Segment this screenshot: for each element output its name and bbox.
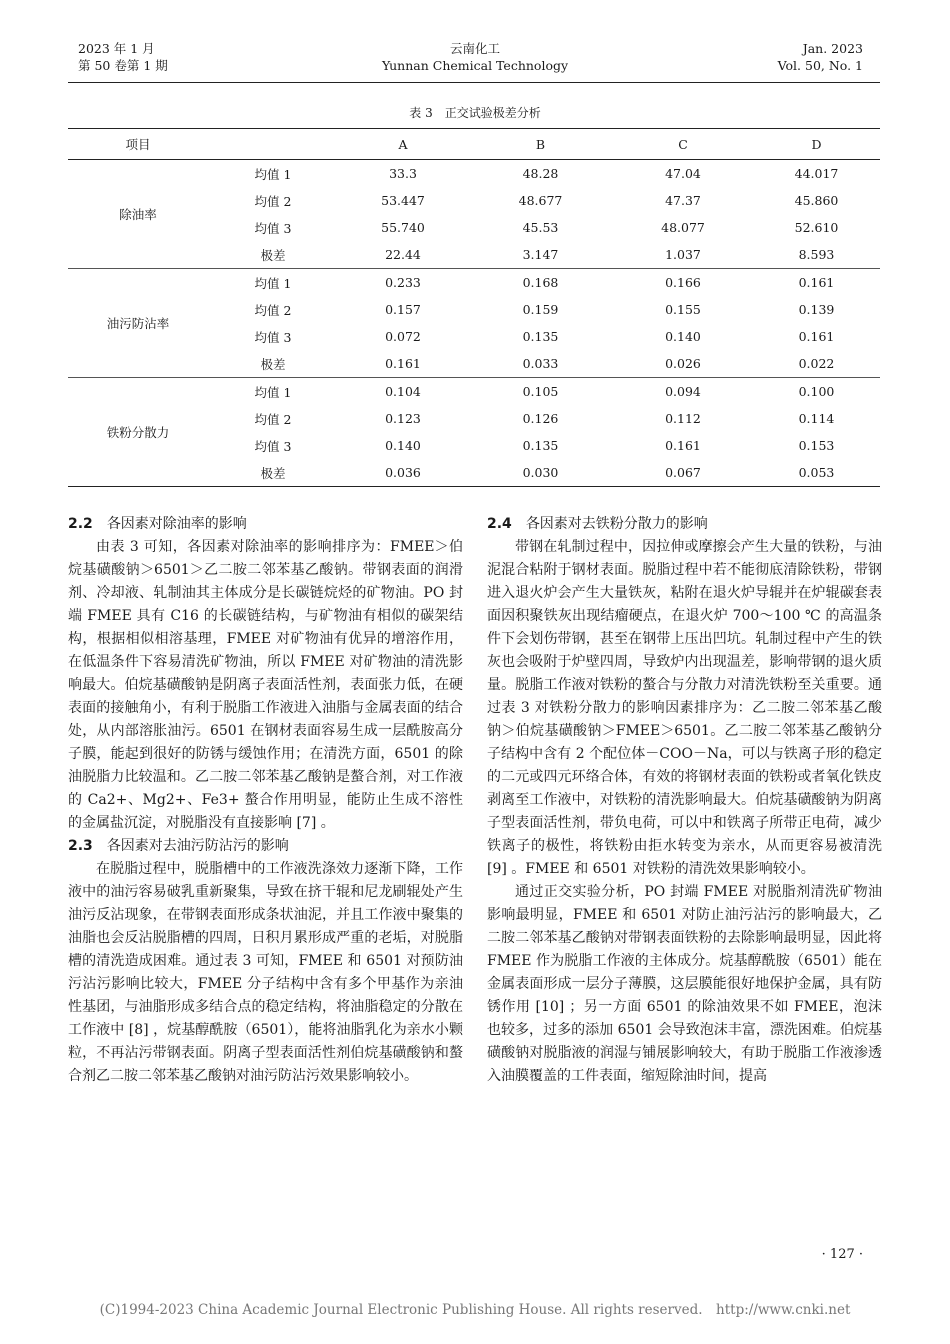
range-analysis-table (68, 128, 880, 487)
header-date-en: Jan. 2023 (802, 41, 863, 56)
copyright-footer: (C)1994-2023 China Academic Journal Electronic Publishing House. All rights reserved. http://www.cnki.net (99, 1302, 851, 1318)
header-journal-cn: 云南化工 (449, 41, 500, 56)
section-heading-2-2 (68, 513, 463, 536)
table-cell: 0.135 (522, 329, 559, 344)
table-cell: 0.166 (665, 275, 701, 290)
table-cell: 0.026 (613, 350, 753, 378)
header-volume-cn: 第 50 卷第 1 期 (78, 58, 168, 73)
group-label-oil-antifouling: 油污防沾率 (68, 269, 208, 378)
table-cell: 0.159 (522, 302, 559, 317)
row-label: 均值 1 (254, 275, 292, 291)
table-cell: 33.3 (389, 166, 417, 181)
header-rule (68, 82, 880, 83)
table-row (68, 160, 880, 188)
journal-date-issue-en (778, 40, 863, 74)
row-label: 极差 (208, 459, 338, 487)
header-cell-item: 项目 (68, 129, 208, 160)
table-cell: 0.233 (385, 275, 421, 290)
table-cell: 0.022 (753, 350, 880, 378)
table-cell: 3.147 (468, 241, 613, 269)
table-cell: 0.161 (798, 329, 835, 344)
section-number: 2.4 (487, 516, 512, 532)
table-cell: 0.072 (385, 329, 421, 344)
table-cell: 45.860 (794, 193, 839, 208)
table-cell: 0.114 (798, 411, 835, 426)
section-heading-2-3 (68, 835, 463, 858)
section-heading-2-4 (487, 513, 882, 536)
header-cell-blank (208, 129, 338, 160)
table-cell: 0.153 (798, 438, 835, 453)
table-cell: 55.740 (381, 220, 425, 235)
table-cell: 0.053 (753, 459, 880, 487)
table-cell: 0.033 (468, 350, 613, 378)
right-column (487, 513, 882, 1088)
table-cell: 48.28 (522, 166, 559, 181)
row-label: 极差 (208, 241, 338, 269)
table-cell: 0.030 (468, 459, 613, 487)
table-header-row (68, 129, 880, 160)
section-title: 各因素对去铁粉分散力的影响 (525, 516, 708, 532)
group-label-iron-dispersion: 铁粉分散力 (68, 378, 208, 487)
left-column (68, 513, 463, 1088)
table-row (68, 269, 880, 297)
section-title: 各因素对去油污防沾污的影响 (106, 838, 289, 854)
table-row (68, 378, 880, 406)
table-cell: 0.067 (613, 459, 753, 487)
table-cell: 0.161 (338, 350, 468, 378)
header-cell-c: C (613, 129, 753, 160)
table-cell: 0.112 (665, 411, 701, 426)
table-cell: 47.37 (665, 193, 701, 208)
paragraph: 带钢在轧制过程中，因拉伸或摩擦会产生大量的铁粉，与油泥混合粘附于钢材表面。脱脂过程中若不能彻底清除铁粉，带钢进入退火炉会产生大量铁灰，粘附在退火炉导辊并在炉辊碳套表面因积聚铁灰出现结瘤硬点，在退火炉 700～100 ℃ 的高温条件下会划伤带钢，甚至在钢带上压出凹坑。轧制过程中产生的铁灰也会吸附于炉壁四周，导致炉内出现温差，影响带钢的退火质量。脱脂工作液对铁粉的螯合与分散力对清洗铁粉至关重要。通过表 3 对铁粉分散力的影响因素排序为：乙二胺二邻苯基乙酸钠＞伯烷基磺酸钠＞FMEE＞6501。乙二胺二邻苯基乙酸钠分子结构中含有 2 个配位体－COO－Na，可以与铁离子形的稳定的二元或四元环络合体，有效的将钢材表面的铁粉或者氧化铁皮剥离至工作液中，对铁粉的清洗影响最大。伯烷基磺酸钠为阴离子型表面活性剂，带负电荷，可以中和铁离子所带正电荷，减少铁离子的极性，将铁粉由拒水转变为亲水，从而更容易被清洗 [9] 。FMEE 和 6501 对铁粉的清洗效果影响较小。 (487, 539, 882, 877)
table-title: 表 3 正交试验极差分析 (409, 106, 541, 120)
table-cell: 0.100 (798, 384, 835, 399)
table-cell: 0.126 (522, 411, 559, 426)
header-cell-a: A (338, 129, 468, 160)
table-cell: 44.017 (794, 166, 839, 181)
section-number: 2.2 (68, 516, 93, 532)
table-cell: 0.094 (665, 384, 701, 399)
header-cell-b: B (468, 129, 613, 160)
header-volume-en: Vol. 50, No. 1 (777, 58, 863, 73)
row-label: 均值 2 (254, 193, 292, 209)
paragraph: 在脱脂过程中，脱脂槽中的工作液洗涤效力逐渐下降，工作液中的油污容易破乳重新聚集，导致在挤干辊和尼龙刷辊处产生油污反沾现象，在带钢表面形成条状油泥，并且工作液中聚集的油脂也会反沾脱脂槽的四周，日积月累形成严重的老垢，对脱脂槽的清洗造成困难。通过表 3 可知，FMEE 和 6501 对预防油污沾污影响比较大，FMEE 分子结构中含有多个甲基作为亲油性基团，与油脂形成多结合点的稳定结构，将油脂稳定的分散在工作液中 [8] ，烷基醇酰胺（6501），能将油脂乳化为亲水小颗粒，不再沾污带钢表面。阴离子型表面活性剂伯烷基磺酸钠和螯合剂乙二胺二邻苯基乙酸钠对油污防沾污效果影响较小。 (68, 861, 463, 1084)
page-number: · 127 · (821, 1247, 863, 1262)
header-date-cn: 2023 年 1 月 (78, 41, 155, 56)
table-cell: 0.168 (522, 275, 559, 290)
table-cell: 8.593 (753, 241, 880, 269)
section-title: 各因素对除油率的影响 (106, 516, 247, 532)
table-cell: 0.105 (522, 384, 559, 399)
table-cell: 47.04 (665, 166, 701, 181)
paragraph: 由表 3 可知，各因素对除油率的影响排序为：FMEE＞伯烷基磺酸钠＞6501＞乙二胺二邻苯基乙酸钠。带钢表面的润滑剂、冷却液、轧制油其主体成分是长碳链烷烃的矿物油。PO 封端 FMEE 具有 C16 的长碳链结构，与矿物油有相似的碳架结构，根据相似相溶基理，FMEE 对矿物油有优异的增溶作用，在低温条件下容易清洗矿物油，所以 FMEE 对矿物油的清洗影响最大。伯烷基磺酸钠是阴离子表面活性剂，表面张力低，在硬表面的接触角小，有利于脱脂工作液进入油脂与金属表面的结合处，从内部溶胀油污。6501 在钢材表面容易生成一层酰胺高分子膜，能起到很好的防锈与缓蚀作用；在清洗方面，6501 的除油脱脂力比较温和。乙二胺二邻苯基乙酸钠是螯合剂，对工作液的 Ca2+、Mg2+、Fe3+ 螯合作用明显，能防止生成不溶性的金属盐沉淀，对脱脂没有直接影响 [7] 。 (68, 539, 463, 831)
table-cell: 52.610 (794, 220, 839, 235)
row-label: 均值 2 (254, 302, 292, 318)
row-label: 均值 3 (254, 438, 292, 454)
table-cell: 0.140 (665, 329, 701, 344)
group-label-oil-removal: 除油率 (68, 160, 208, 269)
row-label: 均值 1 (254, 166, 292, 182)
table-cell: 0.139 (798, 302, 835, 317)
table-cell: 0.161 (665, 438, 701, 453)
header-cell-d: D (753, 129, 880, 160)
header-journal-en: Yunnan Chemical Technology (381, 58, 569, 73)
table-cell: 0.157 (385, 302, 421, 317)
table-cell: 48.077 (661, 220, 705, 235)
table-cell: 0.140 (385, 438, 421, 453)
paragraph: 通过正交实验分析，PO 封端 FMEE 对脱脂剂清洗矿物油影响最明显，FMEE 和 6501 对防止油污沾污的影响最大，乙二胺二邻苯基乙酸钠对带钢表面铁粉的去除影响最明显，因此将 FMEE 作为脱脂工作液的主体成分。烷基醇酰胺（6501）能在金属表面形成一层分子薄膜，这层膜能很好地保护金属，具有防锈作用 [10] ；另一方面 6501 的除油效果不如 FMEE，泡沫也较多，过多的添加 6501 会导致泡沫丰富，漂洗困难。伯烷基磺酸钠对脱脂液的润湿与铺展影响较大，有助于脱脂工作液渗透入油膜覆盖的工件表面，缩短除油时间，提高 (487, 884, 882, 1084)
table-cell: 0.036 (338, 459, 468, 487)
table-cell: 53.447 (381, 193, 425, 208)
row-label: 极差 (208, 350, 338, 378)
table-cell: 0.161 (798, 275, 835, 290)
table-cell: 45.53 (522, 220, 559, 235)
table-cell: 0.155 (665, 302, 701, 317)
table-cell: 0.104 (385, 384, 421, 399)
table-cell: 0.123 (385, 411, 421, 426)
table-cell: 1.037 (613, 241, 753, 269)
table-cell: 48.677 (518, 193, 563, 208)
row-label: 均值 1 (254, 384, 292, 400)
row-label: 均值 2 (254, 411, 292, 427)
section-number: 2.3 (68, 838, 93, 854)
table-cell: 0.135 (522, 438, 559, 453)
row-label: 均值 3 (254, 329, 292, 345)
row-label: 均值 3 (254, 220, 292, 236)
table-cell: 22.44 (338, 241, 468, 269)
